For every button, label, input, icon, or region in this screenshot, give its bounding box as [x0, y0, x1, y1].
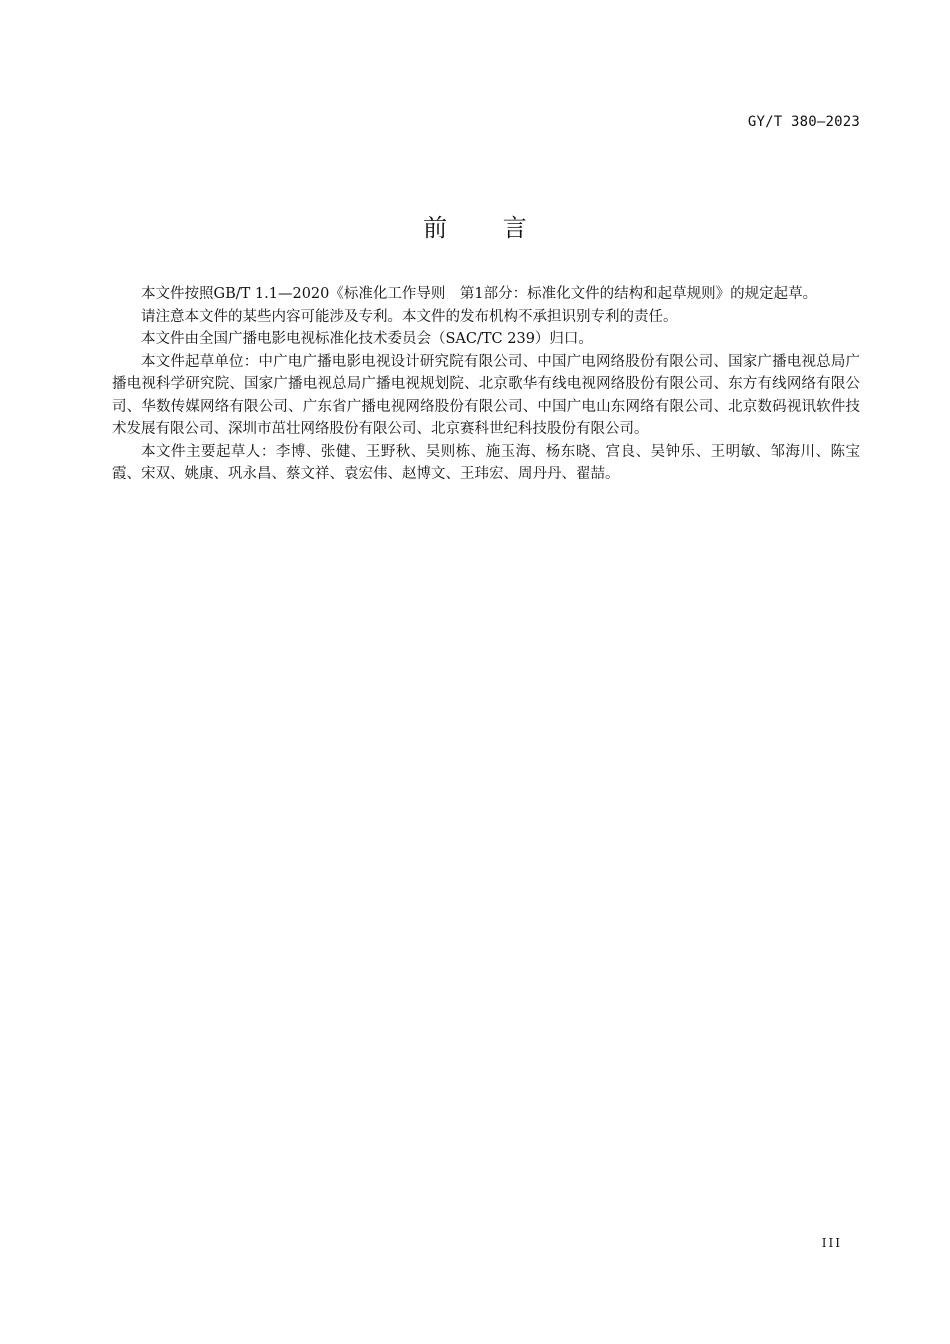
page-number: III	[821, 1236, 842, 1250]
paragraph-patent-notice: 请注意本文件的某些内容可能涉及专利。本文件的发布机构不承担识别专利的责任。	[141, 308, 678, 325]
paragraph-committee: 本文件由全国广播电影电视标准化技术委员会（SAC/TC 239）归口。	[141, 331, 593, 347]
standard-code: GY/T 380—2023	[747, 114, 860, 130]
paragraph-drafting-units: 本文件起草单位：中广电广播电影电视设计研究院有限公司、中国广电网络股份有限公司、国家广播电视总局广播电视科学研究院、国家广播电视总局广播电视规划院、北京歌华有线电视网络股份有限公司、东方有线网络有限公司、华数传媒网络有限公司、广东省广播电视网络股份有限公司、中国广电山东网络有限公司、北京数码视讯软件技术发展有限公司、深圳市茁壮网络股份有限公司、北京赛科世纪科技股份有限公司。	[112, 353, 860, 437]
foreword-body	[112, 283, 860, 486]
paragraph-drafting-rules: 本文件按照GB/T 1.1—2020《标准化工作导则 第1部分：标准化文件的结构和起草规则》的规定起草。	[141, 286, 818, 302]
page-title: 前 言	[423, 214, 551, 242]
paragraph-drafters: 本文件主要起草人：李博、张健、王野秋、吴则栋、施玉海、杨东晓、宫良、吴钟乐、王明敏、邹海川、陈宝霞、宋双、姚康、巩永昌、蔡文祥、袁宏伟、赵博文、王玮宏、周丹丹、翟喆。	[112, 443, 860, 482]
